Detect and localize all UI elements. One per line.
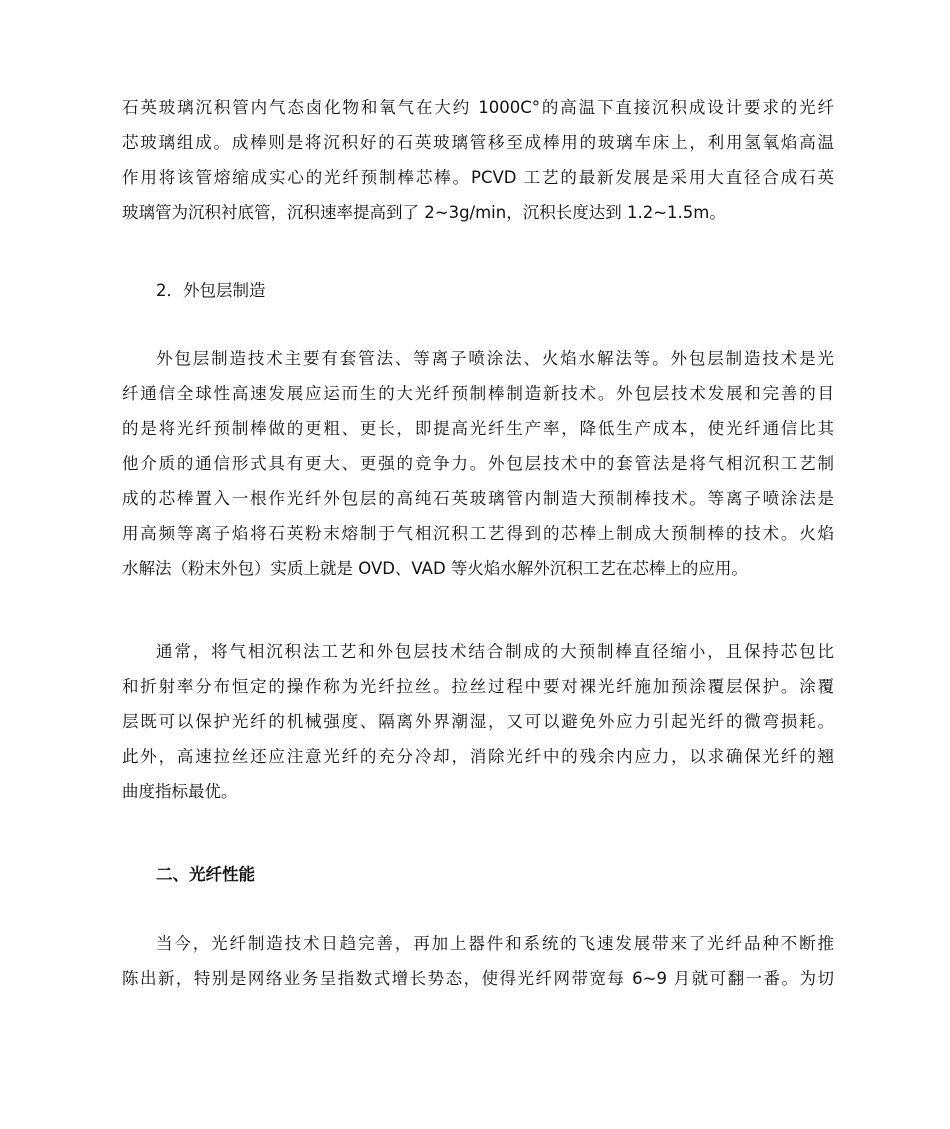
paragraph-1-line-4: 玻璃管为沉积衬底管，沉积速率提高到了 2~3g/min，沉积长度达到 1.2~1.5m。	[122, 203, 726, 222]
paragraph-2-line-2: 纤通信全球性高速发展应运而生的大光纤预制棒制造新技术。外包层技术发展和完善的目	[122, 384, 834, 403]
paragraph-3-line-2: 和折射率分布恒定的操作称为光纤拉丝。拉丝过程中要对裸光纤施加预涂覆层保护。涂覆	[122, 677, 834, 696]
subsection-heading: 2．外包层制造	[156, 281, 266, 300]
paragraph-3-line-1: 通常，将气相沉积法工艺和外包层技术结合制成的大预制棒直径缩小，且保持芯包比	[156, 642, 834, 661]
paragraph-1-line-3: 作用将该管熔缩成实心的光纤预制棒芯棒。PCVD 工艺的最新发展是采用大直径合成石英	[122, 168, 834, 187]
paragraph-4-line-2: 陈出新，特别是网络业务呈指数式增长势态，使得光纤网带宽每 6~9 月就可翻一番。为切	[122, 969, 834, 988]
paragraph-3-line-3: 层既可以保护光纤的机械强度、隔离外界潮湿，又可以避免外应力引起光纤的微弯损耗。	[122, 712, 834, 731]
paragraph-1-line-1: 石英玻璃沉积管内气态卤化物和氧气在大约 1000C°的高温下直接沉积成设计要求的光纤	[122, 98, 834, 117]
paragraph-1-line-2: 芯玻璃组成。成棒则是将沉积好的石英玻璃管移至成棒用的玻璃车床上，利用氢氧焰高温	[122, 133, 834, 152]
paragraph-3-line-4: 此外，高速拉丝还应注意光纤的充分冷却，消除光纤中的残余内应力，以求确保光纤的翘	[122, 747, 834, 766]
paragraph-2-line-5: 成的芯棒置入一根作光纤外包层的高纯石英玻璃管内制造大预制棒技术。等离子喷涂法是	[122, 489, 834, 508]
paragraph-2-line-4: 他介质的通信形式具有更大、更强的竞争力。外包层技术中的套管法是将气相沉积工艺制	[122, 454, 834, 473]
paragraph-2-line-6: 用高频等离子焰将石英粉末熔制于气相沉积工艺得到的芯棒上制成大预制棒的技术。火焰	[122, 524, 834, 543]
paragraph-2-line-7: 水解法（粉末外包）实质上就是 OVD、VAD 等火焰水解外沉积工艺在芯棒上的应用。	[122, 559, 748, 578]
paragraph-3-line-5: 曲度指标最优。	[122, 782, 238, 801]
section-heading: 二、光纤性能	[156, 865, 255, 884]
paragraph-2-line-1: 外包层制造技术主要有套管法、等离子喷涂法、火焰水解法等。外包层制造技术是光	[156, 349, 834, 368]
paragraph-4-line-1: 当今，光纤制造技术日趋完善，再加上器件和系统的飞速发展带来了光纤品种不断推	[156, 934, 834, 953]
paragraph-2-line-3: 的是将光纤预制棒做的更粗、更长，即提高光纤生产率，降低生产成本，使光纤通信比其	[122, 419, 834, 438]
